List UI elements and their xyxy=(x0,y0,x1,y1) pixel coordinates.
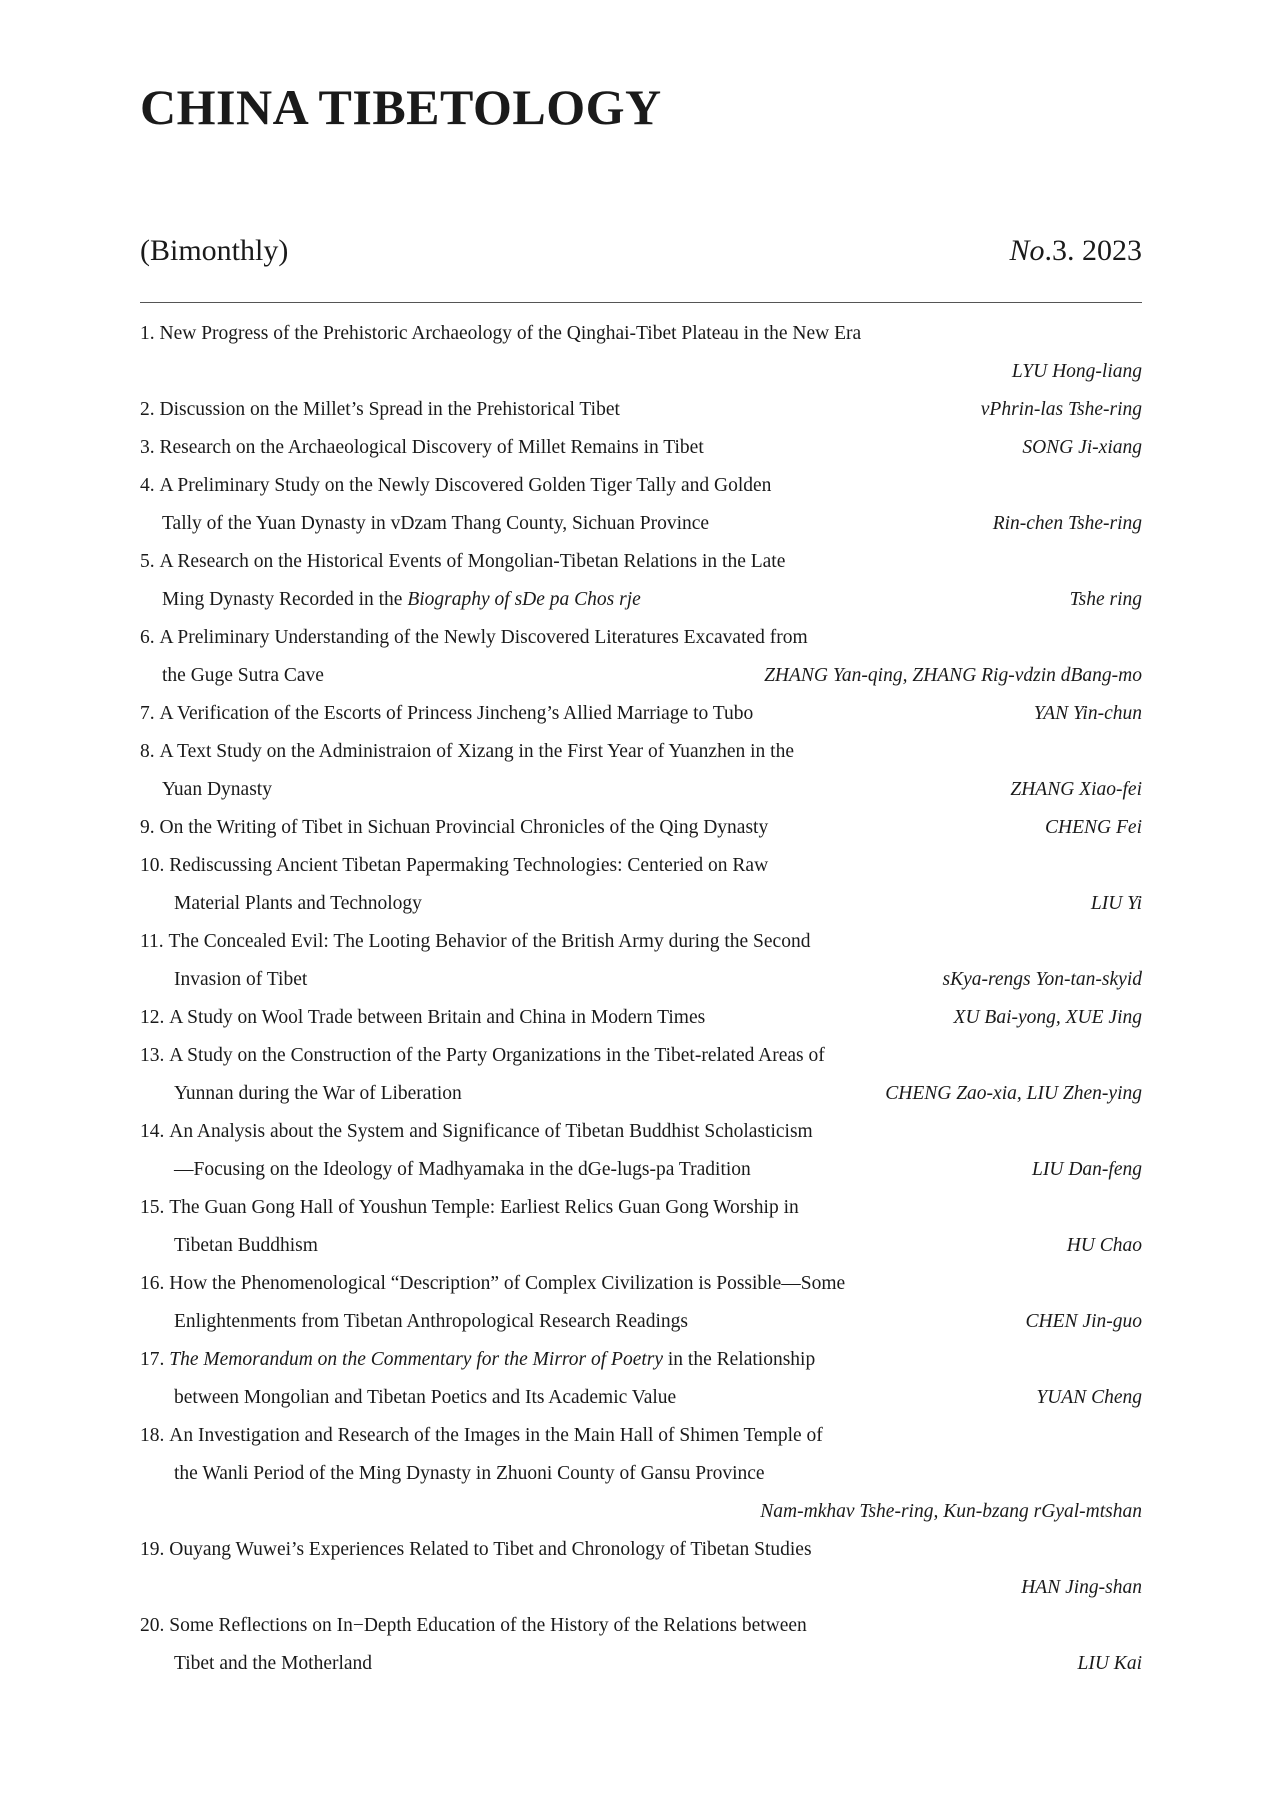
toc-entry-1-line-1 xyxy=(140,315,1142,353)
entry-author: sKya-rengs Yon-tan-skyid xyxy=(942,969,1142,990)
entry-title-cont: Invasion of Tibet xyxy=(174,969,308,990)
toc-entry-18-line-3 xyxy=(140,1493,1142,1531)
entry-title: Discussion on the Millet’s Spread in the Prehistorical Tibet xyxy=(159,399,620,420)
entry-number: 5. xyxy=(140,551,155,572)
entry-title-cont: between Mongolian and Tibetan Poetics and Its Academic Value xyxy=(174,1387,677,1408)
entry-title: An Investigation and Research of the Images in the Main Hall of Shimen Temple of xyxy=(169,1425,823,1446)
toc-entry-17-line-1 xyxy=(140,1341,1142,1379)
toc-entry-2 xyxy=(140,391,1142,429)
leader-dots xyxy=(200,1493,748,1531)
leader-dots xyxy=(632,391,969,429)
entry-title-cont: Tibet and the Motherland xyxy=(174,1653,373,1674)
toc-entry-3 xyxy=(140,429,1142,467)
leader-dots xyxy=(717,999,941,1037)
entry-number: 2. xyxy=(140,399,155,420)
entry-author: HAN Jing-shan xyxy=(1021,1577,1142,1598)
entry-author: Tshe ring xyxy=(1069,589,1142,610)
entry-title: A Preliminary Study on the Newly Discovered Golden Tiger Tally and Golden xyxy=(159,475,772,496)
leader-dots xyxy=(721,505,981,543)
toc-entry-8-line-2 xyxy=(140,771,1142,809)
entry-number: 8. xyxy=(140,741,155,762)
entry-title-italic: Biography of sDe pa Chos rje xyxy=(407,589,641,610)
entry-number: 20. xyxy=(140,1615,165,1636)
toc-entry-10-line-1 xyxy=(140,847,1142,885)
entry-title-cont: Yunnan during the War of Liberation xyxy=(174,1083,462,1104)
toc-entry-5-line-1 xyxy=(140,543,1142,581)
toc-entry-14-line-1 xyxy=(140,1113,1142,1151)
entry-number: 19. xyxy=(140,1539,165,1560)
entry-title-cont: Tally of the Yuan Dynasty in vDzam Thang County, Sichuan Province xyxy=(162,513,710,534)
toc-entry-14-line-2 xyxy=(140,1151,1142,1189)
frequency-label: (Bimonthly) xyxy=(140,234,289,267)
toc-entry-8-line-1 xyxy=(140,733,1142,771)
toc-entry-20-line-2 xyxy=(140,1645,1142,1683)
entry-number: 7. xyxy=(140,703,155,724)
entry-author: vPhrin-las Tshe-ring xyxy=(980,399,1142,420)
journal-title: CHINA TIBETOLOGY xyxy=(140,79,662,135)
entry-title: A Text Study on the Administraion of Xizang in the First Year of Yuanzhen in the xyxy=(159,741,794,762)
entry-author: LIU Dan-feng xyxy=(1032,1159,1142,1180)
toc-entry-7 xyxy=(140,695,1142,733)
entry-title-cont: Yuan Dynasty xyxy=(162,779,272,800)
entry-number: 9. xyxy=(140,817,155,838)
entry-author: CHENG Zao-xia, LIU Zhen-ying xyxy=(885,1083,1142,1104)
entry-author: LYU Hong-liang xyxy=(1011,361,1142,382)
issue-number-label: No xyxy=(1009,234,1045,267)
entry-title-cont: Ming Dynasty Recorded in the xyxy=(162,589,408,610)
entry-author: YUAN Cheng xyxy=(1036,1387,1142,1408)
leader-dots xyxy=(474,1075,873,1113)
toc-entry-19-line-2 xyxy=(140,1569,1142,1607)
entry-author: HU Chao xyxy=(1066,1235,1142,1256)
entry-author: XU Bai-yong, XUE Jing xyxy=(953,1007,1142,1028)
table-of-contents xyxy=(140,315,1142,1683)
toc-entry-11-line-1 xyxy=(140,923,1142,961)
entry-title-cont: the Guge Sutra Cave xyxy=(162,665,324,686)
entry-number: 16. xyxy=(140,1273,165,1294)
leader-dots xyxy=(765,695,1021,733)
entry-title: The Guan Gong Hall of Youshun Temple: Earliest Relics Guan Gong Worship in xyxy=(169,1197,799,1218)
entry-title: A Study on Wool Trade between Britain and China in Modern Times xyxy=(169,1007,706,1028)
entry-number: 10. xyxy=(140,855,165,876)
entry-number: 17. xyxy=(140,1349,165,1370)
entry-title: New Progress of the Prehistoric Archaeology of the Qinghai-Tibet Plateau in the New Era xyxy=(159,323,862,344)
toc-entry-11-line-2 xyxy=(140,961,1142,999)
entry-title-cont: Tibetan Buddhism xyxy=(174,1235,318,1256)
toc-entry-16-line-2 xyxy=(140,1303,1142,1341)
toc-entry-6-line-2 xyxy=(140,657,1142,695)
toc-entry-4-line-1 xyxy=(140,467,1142,505)
entry-title: The Concealed Evil: The Looting Behavior of the British Army during the Second xyxy=(168,931,811,952)
toc-entry-13-line-1 xyxy=(140,1037,1142,1075)
entry-title-italic: The Memorandum on the Commentary for the Mirror of Poetry xyxy=(169,1349,664,1370)
toc-entry-19-line-1 xyxy=(140,1531,1142,1569)
toc-entry-16-line-1 xyxy=(140,1265,1142,1303)
leader-dots xyxy=(319,961,930,999)
entry-title: How the Phenomenological “Description” of Complex Civilization is Possible—Some xyxy=(169,1273,846,1294)
entry-number: 6. xyxy=(140,627,155,648)
entry-number: 13. xyxy=(140,1045,165,1066)
entry-author: CHEN Jin-guo xyxy=(1025,1311,1142,1332)
entry-number: 18. xyxy=(140,1425,165,1446)
entry-author: ZHANG Xiao-fei xyxy=(1010,779,1142,800)
leader-dots xyxy=(336,657,752,695)
leader-dots xyxy=(716,429,1011,467)
toc-entry-12 xyxy=(140,999,1142,1037)
leader-dots xyxy=(763,1151,1020,1189)
leader-dots xyxy=(200,1569,1009,1607)
entry-title: Some Reflections on In−Depth Education of the History of the Relations between xyxy=(169,1615,807,1636)
entry-title: A Verification of the Escorts of Princess Jincheng’s Allied Marriage to Tubo xyxy=(159,703,754,724)
entry-number: 14. xyxy=(140,1121,165,1142)
entry-title: Rediscussing Ancient Tibetan Papermaking Technologies: Centeried on Raw xyxy=(169,855,769,876)
toc-entry-5-line-2 xyxy=(140,581,1142,619)
toc-entry-18-line-1 xyxy=(140,1417,1142,1455)
leader-dots xyxy=(780,809,1033,847)
entry-author: Nam-mkhav Tshe-ring, Kun-bzang rGyal-mtshan xyxy=(760,1501,1142,1522)
entry-title: Research on the Archaeological Discovery of Millet Remains in Tibet xyxy=(159,437,704,458)
leader-dots xyxy=(700,1303,1014,1341)
toc-entry-10-line-2 xyxy=(140,885,1142,923)
entry-number: 3. xyxy=(140,437,155,458)
toc-entry-9 xyxy=(140,809,1142,847)
toc-entry-20-line-1 xyxy=(140,1607,1142,1645)
toc-entry-6-line-1 xyxy=(140,619,1142,657)
entry-number: 11. xyxy=(140,931,164,952)
leader-dots xyxy=(688,1379,1024,1417)
entry-number: 1. xyxy=(140,323,155,344)
entry-title-cont: Material Plants and Technology xyxy=(174,893,422,914)
header-divider xyxy=(140,302,1142,303)
toc-entry-13-line-2 xyxy=(140,1075,1142,1113)
toc-entry-1-line-2 xyxy=(140,353,1142,391)
toc-entry-15-line-2 xyxy=(140,1227,1142,1265)
entry-title: On the Writing of Tibet in Sichuan Provincial Chronicles of the Qing Dynasty xyxy=(159,817,769,838)
toc-entry-18-line-2 xyxy=(140,1455,1142,1493)
leader-dots xyxy=(384,1645,1065,1683)
issue-info-row xyxy=(140,236,1142,266)
issue-number-value: .3. 2023 xyxy=(1044,234,1142,267)
entry-number: 15. xyxy=(140,1197,165,1218)
leader-dots xyxy=(434,885,1079,923)
entry-author: LIU Yi xyxy=(1090,893,1142,914)
toc-entry-15-line-1 xyxy=(140,1189,1142,1227)
entry-author: ZHANG Yan-qing, ZHANG Rig-vdzin dBang-mo xyxy=(764,665,1142,686)
entry-title: in the Relationship xyxy=(663,1349,816,1370)
entry-title-cont: the Wanli Period of the Ming Dynasty in Zhuoni County of Gansu Province xyxy=(174,1463,765,1484)
leader-dots xyxy=(284,771,998,809)
entry-title: A Research on the Historical Events of Mongolian-Tibetan Relations in the Late xyxy=(159,551,786,572)
entry-title-cont: Enlightenments from Tibetan Anthropological Research Readings xyxy=(174,1311,688,1332)
entry-title: Ouyang Wuwei’s Experiences Related to Tibet and Chronology of Tibetan Studies xyxy=(169,1539,812,1560)
entry-title: A Preliminary Understanding of the Newly Discovered Literatures Excavated from xyxy=(159,627,808,648)
entry-title-cont: —Focusing on the Ideology of Madhyamaka in the dGe-lugs-pa Tradition xyxy=(174,1159,751,1180)
entry-title: A Study on the Construction of the Party Organizations in the Tibet-related Areas of xyxy=(169,1045,825,1066)
entry-author: YAN Yin-chun xyxy=(1033,703,1142,724)
leader-dots xyxy=(653,581,1058,619)
leader-dots xyxy=(200,353,1000,391)
entry-author: CHENG Fei xyxy=(1045,817,1142,838)
leader-dots xyxy=(330,1227,1055,1265)
entry-number: 4. xyxy=(140,475,155,496)
entry-title: An Analysis about the System and Significance of Tibetan Buddhist Scholasticism xyxy=(169,1121,813,1142)
entry-author: LIU Kai xyxy=(1077,1653,1142,1674)
toc-entry-17-line-2 xyxy=(140,1379,1142,1417)
entry-author: SONG Ji-xiang xyxy=(1022,437,1142,458)
issue-number xyxy=(1009,236,1142,266)
toc-entry-4-line-2 xyxy=(140,505,1142,543)
entry-author: Rin-chen Tshe-ring xyxy=(992,513,1142,534)
entry-number: 12. xyxy=(140,1007,165,1028)
